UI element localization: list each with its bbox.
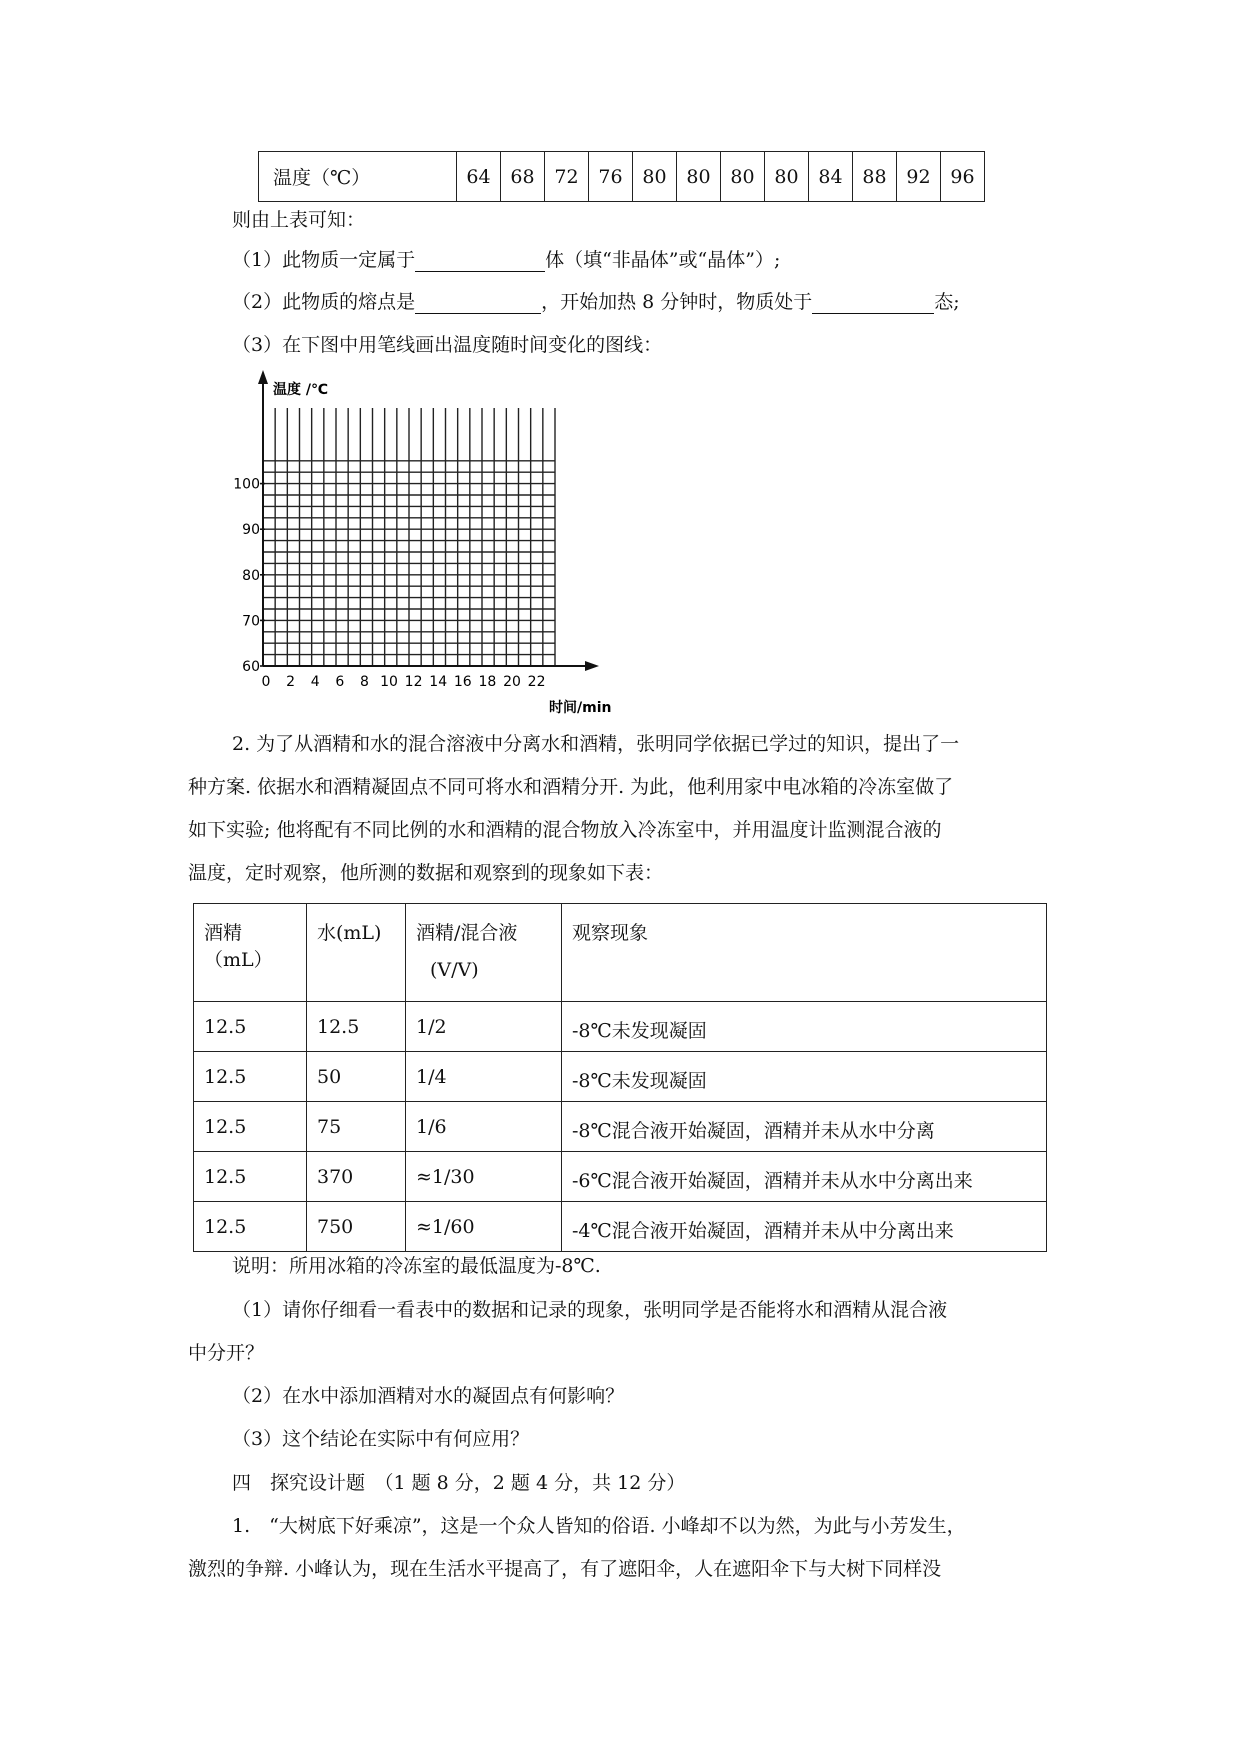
temperature-cell: 72 bbox=[545, 152, 589, 202]
y-axis-label: 温度 /℃ bbox=[273, 382, 328, 398]
answer-blank[interactable] bbox=[415, 293, 541, 314]
question-3: （3）在下图中用笔线画出温度随时间变化的图线： bbox=[232, 334, 663, 356]
question-text: （3）这个结论在实际中有何应用？ bbox=[232, 1428, 530, 1450]
x-tick-label: 8 bbox=[359, 674, 369, 690]
paragraph-line: 激烈的争辩. 小峰认为，现在生活水平提高了，有了遮阳伞，人在遮阳伞下与大树下同样没 bbox=[188, 1558, 942, 1580]
alcohol-cell: 12.5 bbox=[194, 1102, 307, 1152]
water-cell: 750 bbox=[307, 1202, 406, 1252]
question-1-prefix: （1）此物质一定属于 bbox=[232, 249, 416, 271]
question-1-suffix: 体（填“非晶体”或“晶体”）; bbox=[545, 249, 781, 271]
question-1 bbox=[232, 248, 780, 272]
table-row bbox=[194, 1002, 1047, 1052]
column-header-observation: 观察现象 bbox=[562, 904, 1047, 1002]
ratio-cell: 1/4 bbox=[406, 1052, 562, 1102]
paragraph-line: 2. 为了从酒精和水的混合溶液中分离水和酒精，张明同学依据已学过的知识，提出了一 bbox=[232, 733, 960, 755]
table-header-row bbox=[194, 904, 1047, 1002]
temperature-cell: 96 bbox=[941, 152, 985, 202]
x-axis-arrow-icon bbox=[585, 661, 599, 671]
table-row bbox=[194, 1052, 1047, 1102]
y-tick-label: 90 bbox=[242, 522, 260, 539]
y-tick-label: 70 bbox=[242, 613, 260, 630]
x-axis-label: 时间/min bbox=[549, 700, 612, 716]
temperature-cell: 80 bbox=[677, 152, 721, 202]
question-2 bbox=[232, 290, 960, 314]
ratio-unit-line: (V/V) bbox=[430, 959, 479, 981]
ratio-header-line: 酒精/混合液 bbox=[416, 922, 518, 944]
temperature-time-grid-chart bbox=[225, 368, 645, 718]
question-2-mid: ，开始加热 8 分钟时，物质处于 bbox=[541, 291, 813, 313]
x-tick-label: 0 bbox=[261, 674, 271, 690]
alcohol-cell: 12.5 bbox=[194, 1002, 307, 1052]
temperature-cell: 76 bbox=[589, 152, 633, 202]
answer-blank[interactable] bbox=[415, 251, 545, 272]
y-axis-arrow-icon bbox=[258, 370, 268, 384]
observation-cell: -8℃未发现凝固 bbox=[562, 1002, 1047, 1052]
question-text: 中分开？ bbox=[188, 1342, 265, 1364]
temperature-cell: 92 bbox=[897, 152, 941, 202]
intro-text: 则由上表可知： bbox=[232, 209, 366, 231]
chart-tick-labels bbox=[233, 477, 545, 690]
section-heading: 四 探究设计题 （1 题 8 分，2 题 4 分，共 12 分） bbox=[232, 1472, 686, 1494]
question-2-prefix: （2）此物质的熔点是 bbox=[232, 291, 416, 313]
y-tick-label: 100 bbox=[233, 476, 260, 493]
water-cell: 12.5 bbox=[307, 1002, 406, 1052]
temperature-header-cell: 温度（℃） bbox=[259, 152, 457, 202]
table-row bbox=[259, 152, 985, 202]
alcohol-cell: 12.5 bbox=[194, 1052, 307, 1102]
question-text: （1）请你仔细看一看表中的数据和记录的现象，张明同学是否能将水和酒精从混合液 bbox=[232, 1299, 948, 1321]
temperature-cell: 80 bbox=[721, 152, 765, 202]
temperature-cell: 80 bbox=[633, 152, 677, 202]
observation-cell: -6℃混合液开始凝固，酒精并未从水中分离出来 bbox=[562, 1152, 1047, 1202]
ratio-cell: 1/6 bbox=[406, 1102, 562, 1152]
paragraph-line: 1. “大树底下好乘凉”，这是一个众人皆知的俗语. 小峰却不以为然，为此与小芳发生， bbox=[232, 1515, 966, 1537]
x-tick-label: 4 bbox=[310, 674, 320, 690]
x-tick-label: 6 bbox=[335, 674, 345, 690]
ratio-cell: ≈1/30 bbox=[406, 1152, 562, 1202]
table-row bbox=[194, 1102, 1047, 1152]
temperature-cell: 88 bbox=[853, 152, 897, 202]
x-tick-label: 12 bbox=[404, 674, 423, 690]
temperature-cell: 80 bbox=[765, 152, 809, 202]
question-text: （2）在水中添加酒精对水的凝固点有何影响？ bbox=[232, 1385, 625, 1407]
table-row bbox=[194, 1152, 1047, 1202]
ratio-cell: ≈1/60 bbox=[406, 1202, 562, 1252]
y-tick-label: 60 bbox=[242, 659, 260, 675]
x-tick-label: 10 bbox=[380, 674, 398, 690]
experiment-table bbox=[193, 903, 1047, 1252]
x-tick-label: 18 bbox=[478, 674, 497, 690]
observation-cell: -4℃混合液开始凝固，酒精并未从中分离出来 bbox=[562, 1202, 1047, 1252]
x-tick-label: 16 bbox=[453, 674, 472, 690]
paragraph-line: 种方案. 依据水和酒精凝固点不同可将水和酒精分开. 为此，他利用家中电冰箱的冷冻室做了 bbox=[188, 776, 954, 798]
chart-axes bbox=[258, 370, 599, 671]
x-tick-label: 22 bbox=[527, 674, 546, 690]
column-header-alcohol: 酒精（mL） bbox=[194, 904, 307, 1002]
temperature-table bbox=[258, 151, 985, 202]
paragraph-line: 如下实验; 他将配有不同比例的水和酒精的混合物放入冷冻室中，并用温度计监测混合液的 bbox=[188, 819, 942, 841]
note-text: 说明：所用冰箱的冷冻室的最低温度为-8℃. bbox=[232, 1255, 601, 1277]
answer-blank[interactable] bbox=[812, 293, 934, 314]
temperature-cell: 64 bbox=[457, 152, 501, 202]
temperature-cell: 68 bbox=[501, 152, 545, 202]
y-tick-label: 80 bbox=[242, 567, 260, 584]
water-cell: 50 bbox=[307, 1052, 406, 1102]
ratio-cell: 1/2 bbox=[406, 1002, 562, 1052]
observation-cell: -8℃未发现凝固 bbox=[562, 1052, 1047, 1102]
question-2-suffix: 态; bbox=[934, 291, 960, 313]
alcohol-cell: 12.5 bbox=[194, 1152, 307, 1202]
water-cell: 370 bbox=[307, 1152, 406, 1202]
paragraph-line: 温度，定时观察，他所测的数据和观察到的现象如下表： bbox=[188, 862, 664, 884]
x-tick-label: 2 bbox=[286, 674, 296, 690]
observation-cell: -8℃混合液开始凝固，酒精并未从水中分离 bbox=[562, 1102, 1047, 1152]
column-header-ratio bbox=[406, 904, 562, 1002]
chart-grid bbox=[263, 408, 555, 666]
temperature-cell: 84 bbox=[809, 152, 853, 202]
water-cell: 75 bbox=[307, 1102, 406, 1152]
x-tick-label: 20 bbox=[503, 674, 521, 690]
alcohol-cell: 12.5 bbox=[194, 1202, 307, 1252]
x-tick-label: 14 bbox=[429, 674, 448, 690]
table-row bbox=[194, 1202, 1047, 1252]
column-header-water: 水(mL) bbox=[307, 904, 406, 1002]
